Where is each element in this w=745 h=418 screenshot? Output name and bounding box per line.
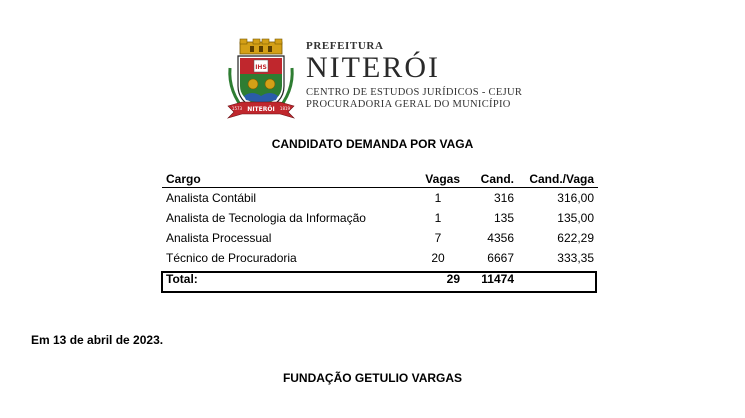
total-cand: 11474 <box>481 272 514 286</box>
organization-header <box>306 40 522 111</box>
city-coat-of-arms-icon <box>226 38 296 122</box>
cell-cargo: Analista Processual <box>166 231 272 245</box>
svg-text:IHS: IHS <box>255 64 267 71</box>
cell-cargo: Técnico de Procuradoria <box>166 251 297 265</box>
cell-vagas: 1 <box>434 211 442 225</box>
cell-cand-vaga: 316,00 <box>557 191 594 205</box>
total-label: Total: <box>166 272 198 286</box>
total-vagas: 29 <box>446 272 460 286</box>
cell-vagas: 1 <box>434 191 442 205</box>
document-title: CANDIDATO DEMANDA POR VAGA <box>271 137 474 151</box>
cell-cargo: Analista Contábil <box>166 191 257 205</box>
prefeitura-label: PREFEITURA <box>306 40 384 52</box>
document-date: Em 13 de abril de 2023. <box>31 333 164 347</box>
total-cand-vaga-empty <box>518 268 598 290</box>
total-row <box>162 268 598 290</box>
column-header-vagas: Vagas <box>412 170 464 188</box>
table-row <box>162 228 598 248</box>
cell-cand-vaga: 333,35 <box>557 251 594 265</box>
table-row <box>162 208 598 228</box>
column-header-cargo: Cargo <box>162 170 412 188</box>
cell-cand-vaga: 622,29 <box>557 231 594 245</box>
cell-cand-vaga: 135,00 <box>557 211 594 225</box>
svg-text:1819: 1819 <box>279 106 291 111</box>
cell-cargo: Analista de Tecnologia da Informação <box>166 211 366 225</box>
column-header-cand-vaga: Cand./Vaga <box>518 170 598 188</box>
cell-cand: 4356 <box>487 231 514 245</box>
cell-vagas: 20 <box>431 251 445 265</box>
cell-cand: 316 <box>493 191 514 205</box>
svg-text:1573: 1573 <box>231 106 243 111</box>
svg-text:NITERÓI: NITERÓI <box>247 106 275 113</box>
demand-table <box>162 170 598 290</box>
cell-cand: 135 <box>493 211 514 225</box>
city-name: NITERÓI <box>306 51 440 84</box>
column-header-cand: Cand. <box>464 170 518 188</box>
table-header-row <box>162 170 598 188</box>
cell-vagas: 7 <box>434 231 442 245</box>
cell-cand: 6667 <box>487 251 514 265</box>
agency-name: PROCURADORIA GERAL DO MUNICÍPIO <box>306 99 511 110</box>
table-row <box>162 248 598 268</box>
signature-organization: FUNDAÇÃO GETULIO VARGAS <box>282 371 463 385</box>
table-row <box>162 188 598 209</box>
department-name: CENTRO DE ESTUDOS JURÍDICOS - CEJUR <box>306 87 523 98</box>
